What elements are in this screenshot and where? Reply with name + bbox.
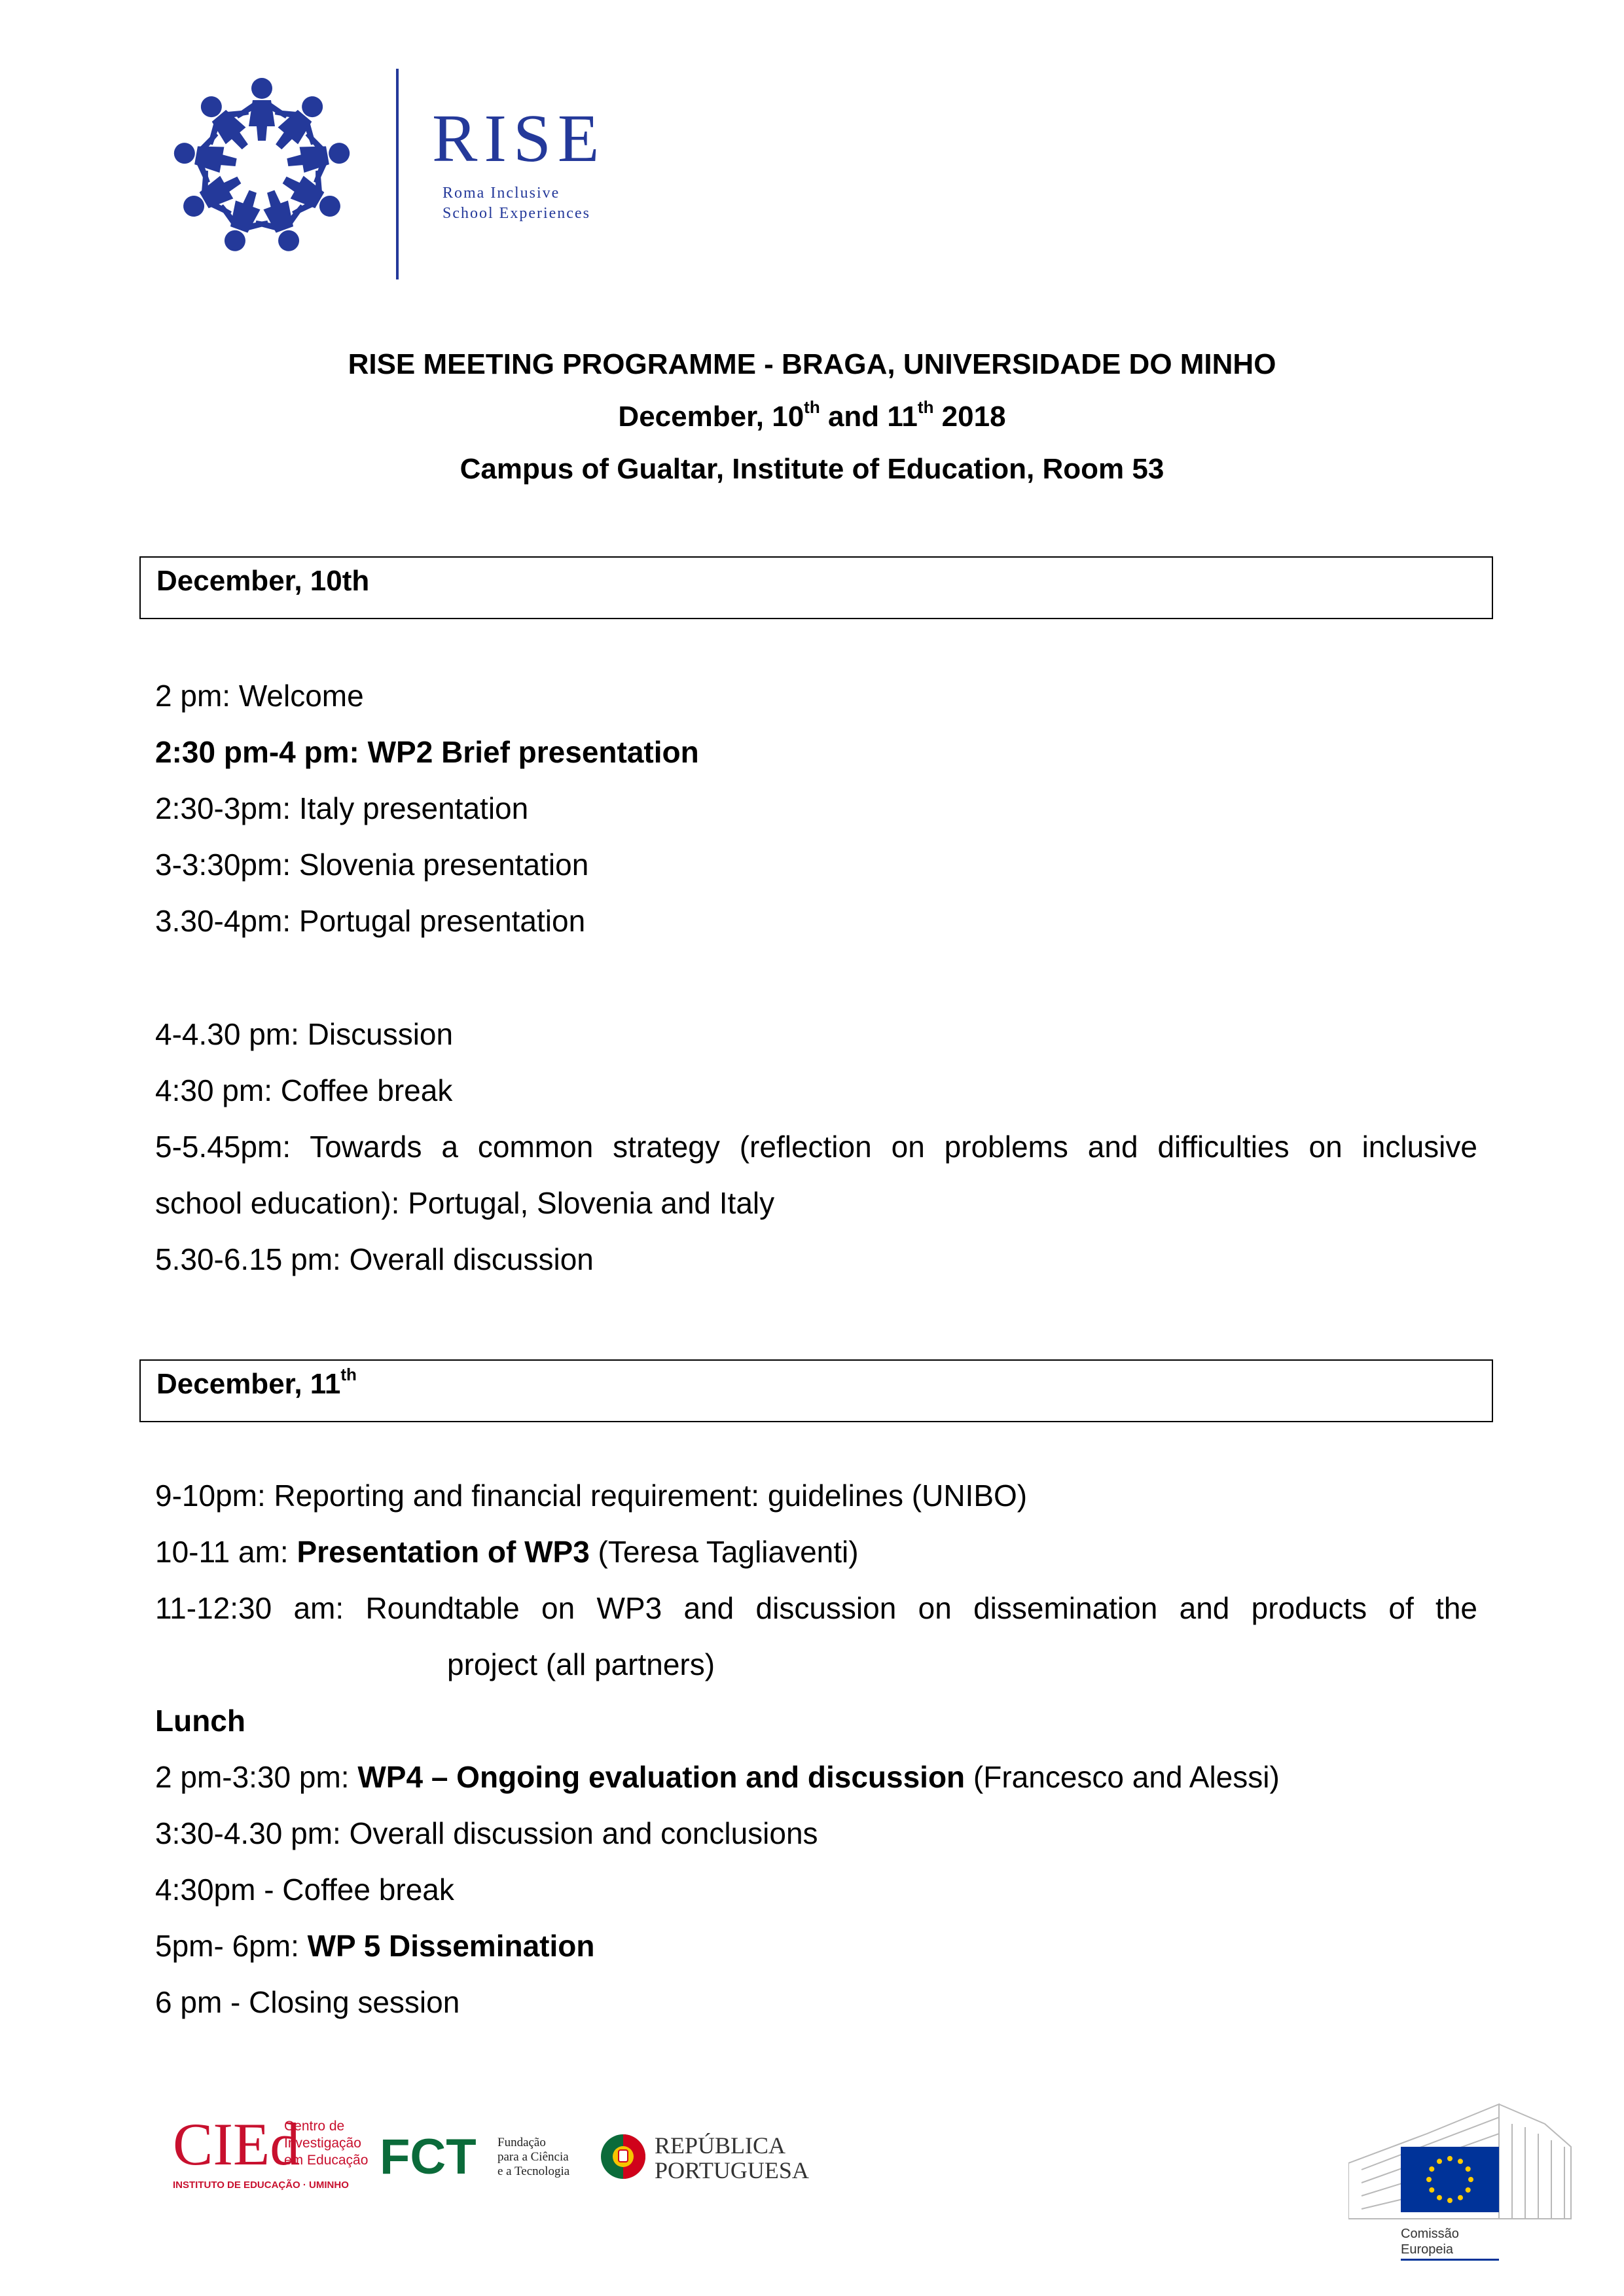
day2-item-conclusions: 3:30-4.30 pm: Overall discussion and conclusions	[155, 1816, 818, 1850]
eu-star	[1458, 2195, 1463, 2200]
cied-institute: INSTITUTO DE EDUCAÇÃO · UMINHO	[173, 2179, 349, 2191]
logo-divider	[396, 69, 399, 279]
wp3-time: 10-11 am:	[155, 1535, 297, 1569]
wp5-title: WP 5 Dissemination	[307, 1929, 595, 1963]
republica-portuguesa-logo	[597, 2121, 833, 2193]
republica-line1: REPÚBLICA	[655, 2132, 786, 2159]
fct-text-line2: para a Ciência	[497, 2150, 569, 2164]
day2-heading-text: December, 11	[156, 1368, 341, 1400]
day1-item-welcome: 2 pm: Welcome	[155, 679, 364, 713]
day2-item-roundtable-line2: project (all partners)	[447, 1647, 715, 1681]
day1-item-italy: 2:30-3pm: Italy presentation	[155, 791, 529, 825]
eu-star	[1437, 2195, 1442, 2200]
day2-heading-sup: th	[340, 1365, 357, 1384]
european-commission-logo	[1348, 2098, 1578, 2265]
day1-item-wp2: 2:30 pm-4 pm: WP2 Brief presentation	[155, 735, 699, 769]
eu-star	[1429, 2187, 1434, 2193]
eu-star	[1437, 2159, 1442, 2164]
wp5-time: 5pm- 6pm:	[155, 1929, 308, 1963]
day2-item-coffee: 4:30pm - Coffee break	[155, 1873, 454, 1907]
day1-heading: December, 10th	[156, 565, 370, 597]
programme-venue: Campus of Gualtar, Institute of Education, Room 53	[460, 453, 1164, 485]
day2-item-closing: 6 pm - Closing session	[155, 1985, 460, 2019]
european-flag-icon	[1401, 2147, 1499, 2212]
cied-text-line3: em Educação	[284, 2153, 368, 2168]
dates-sup-1: th	[804, 397, 820, 417]
dates-part-b: and 11	[820, 401, 918, 433]
cied-logo	[171, 2111, 368, 2196]
day1-item-strategy-line2: school education): Portugal, Slovenia and Italy	[155, 1186, 775, 1220]
day1-item-overall: 5.30-6.15 pm: Overall discussion	[155, 1242, 594, 1276]
ec-text-line1: Comissão	[1401, 2227, 1459, 2241]
wp4-title: WP4 – Ongoing evaluation and discussion	[357, 1760, 965, 1794]
programme-dates	[0, 397, 1624, 433]
eu-star	[1426, 2177, 1432, 2182]
wp4-time: 2 pm-3:30 pm:	[155, 1760, 358, 1794]
eu-star	[1447, 2198, 1453, 2203]
fct-text-line3: e a Tecnologia	[497, 2164, 570, 2178]
circle-of-children-icon	[164, 69, 360, 265]
day2-item-roundtable-line1: 11-12:30 am: Roundtable on WP3 and discussion on dissemination and products of the	[155, 1591, 1477, 1625]
republica-line2: PORTUGUESA	[655, 2157, 809, 2183]
fct-text-line1: Fundação	[497, 2136, 546, 2149]
day1-item-coffee: 4:30 pm: Coffee break	[155, 1073, 453, 1107]
wp3-title: Presentation of WP3	[297, 1535, 590, 1569]
rise-subtitle-line1: Roma Inclusive	[442, 185, 560, 202]
ec-text-line2: Europeia	[1401, 2242, 1454, 2257]
rise-wordmark: RISE	[432, 101, 606, 176]
day2-heading-box	[139, 1359, 1493, 1422]
day1-item-portugal: 3.30-4pm: Portugal presentation	[155, 904, 586, 938]
day1-item-strategy-line1: 5-5.45pm: Towards a common strategy (reflection on problems and difficulties on inclusive	[155, 1130, 1477, 1164]
wp4-presenters: (Francesco and Alessi)	[965, 1760, 1280, 1794]
eu-star	[1468, 2177, 1473, 2182]
eu-star	[1466, 2187, 1471, 2193]
fct-logo	[380, 2130, 589, 2183]
wp3-presenter: (Teresa Tagliaventi)	[589, 1535, 859, 1569]
day1-item-discussion: 4-4.30 pm: Discussion	[155, 1017, 454, 1051]
dates-sup-2: th	[917, 397, 934, 417]
cied-text-line2: Investigação	[284, 2136, 361, 2151]
cied-mark: CIEd	[173, 2111, 300, 2178]
rise-subtitle-line2: School Experiences	[442, 205, 590, 222]
day2-item-wp3	[155, 1537, 859, 1567]
programme-title: RISE MEETING PROGRAMME - BRAGA, UNIVERSIDADE DO MINHO	[348, 348, 1276, 380]
portugal-arms-icon	[601, 2134, 645, 2179]
day1-item-slovenia: 3-3:30pm: Slovenia presentation	[155, 848, 589, 882]
dates-part-c: 2018	[933, 401, 1006, 433]
eu-star	[1458, 2159, 1463, 2164]
day2-item-wp4	[155, 1762, 1280, 1792]
dates-part-a: December, 10	[618, 401, 804, 433]
day1-heading-box	[139, 556, 1493, 619]
eu-star	[1429, 2166, 1434, 2172]
fct-mark: FCT	[380, 2130, 477, 2183]
day2-item-reporting: 9-10pm: Reporting and financial requirement: guidelines (UNIBO)	[155, 1479, 1028, 1513]
cied-text-line1: Centro de	[284, 2119, 345, 2134]
day2-item-wp5	[155, 1931, 594, 1961]
eu-star	[1466, 2166, 1471, 2172]
eu-star	[1447, 2156, 1453, 2161]
day2-heading	[156, 1365, 357, 1400]
day2-item-lunch: Lunch	[155, 1704, 245, 1738]
